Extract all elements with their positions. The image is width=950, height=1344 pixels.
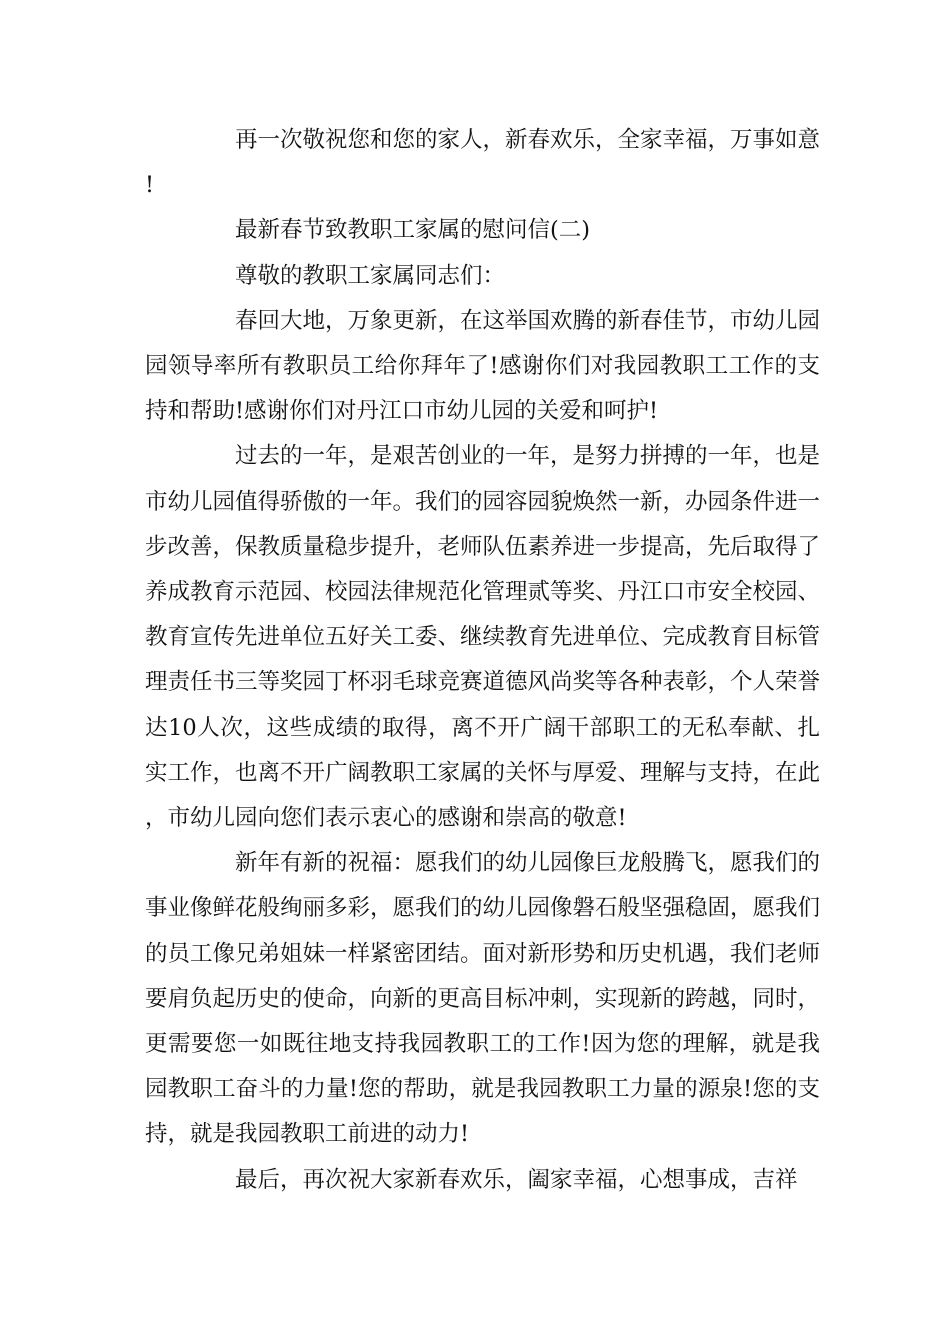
paragraph-achievements: 过去的一年，是艰苦创业的一年，是努力拼搏的一年，也是市幼儿园值得骄傲的一年。我们的园容园貌焕然一新，办园条件进一步改善，保教质量稳步提升，老师队伍素养进一步提高，先后取得了养成教育示范园、校园法律规范化管理贰等奖、丹江口市安全校园、教育宣传先进单位五好关工委、继续教育先进单位、完成教育目标管理责任书三等奖园丁杯羽毛球竞赛道德风尚奖等各种表彰，个人荣誉达10人次，这些成绩的取得，离不开广阔干部职工的无私奉献、扎实工作，也离不开广阔教职工家属的关怀与厚爱、理解与支持，在此，市幼儿园向您们表示衷心的感谢和崇高的敬意! xyxy=(145,443,821,832)
salutation: 尊敬的教职工家属同志们： xyxy=(235,262,506,289)
paragraph-final-wish: 最后，再次祝大家新春欢乐，阖家幸福，心想事成，吉祥 xyxy=(235,1166,798,1193)
paragraph-greeting: 春回大地，万象更新，在这举国欢腾的新春佳节，市幼儿园园领导率所有教职员工给你拜年了!感谢你们对我园教职工工作的支持和帮助!感谢你们对丹江口市幼儿园的关爱和呵护! xyxy=(145,307,821,425)
letter-title: 最新春节致教职工家属的慰问信(二) xyxy=(235,217,591,244)
paragraph-closing-wish: 再一次敬祝您和您的家人，新春欢乐，全家幸福，万事如意! xyxy=(145,127,821,199)
paragraph-new-year-wishes: 新年有新的祝福：愿我们的幼儿园像巨龙般腾飞，愿我们的事业像鲜花般绚丽多彩，愿我们的幼儿园像磐石般坚强稳固，愿我们的员工像兄弟姐妹一样紧密团结。面对新形势和历史机遇，我们老师要肩负起历史的使命，向新的更高目标冲刺，实现新的跨越，同时，更需要您一如既往地支持我园教职工的工作!因为您的理解，就是我园教职工奋斗的力量!您的帮助，就是我园教职工力量的源泉!您的支持，就是我园教职工前进的动力! xyxy=(145,850,821,1148)
document-body xyxy=(145,118,820,1203)
